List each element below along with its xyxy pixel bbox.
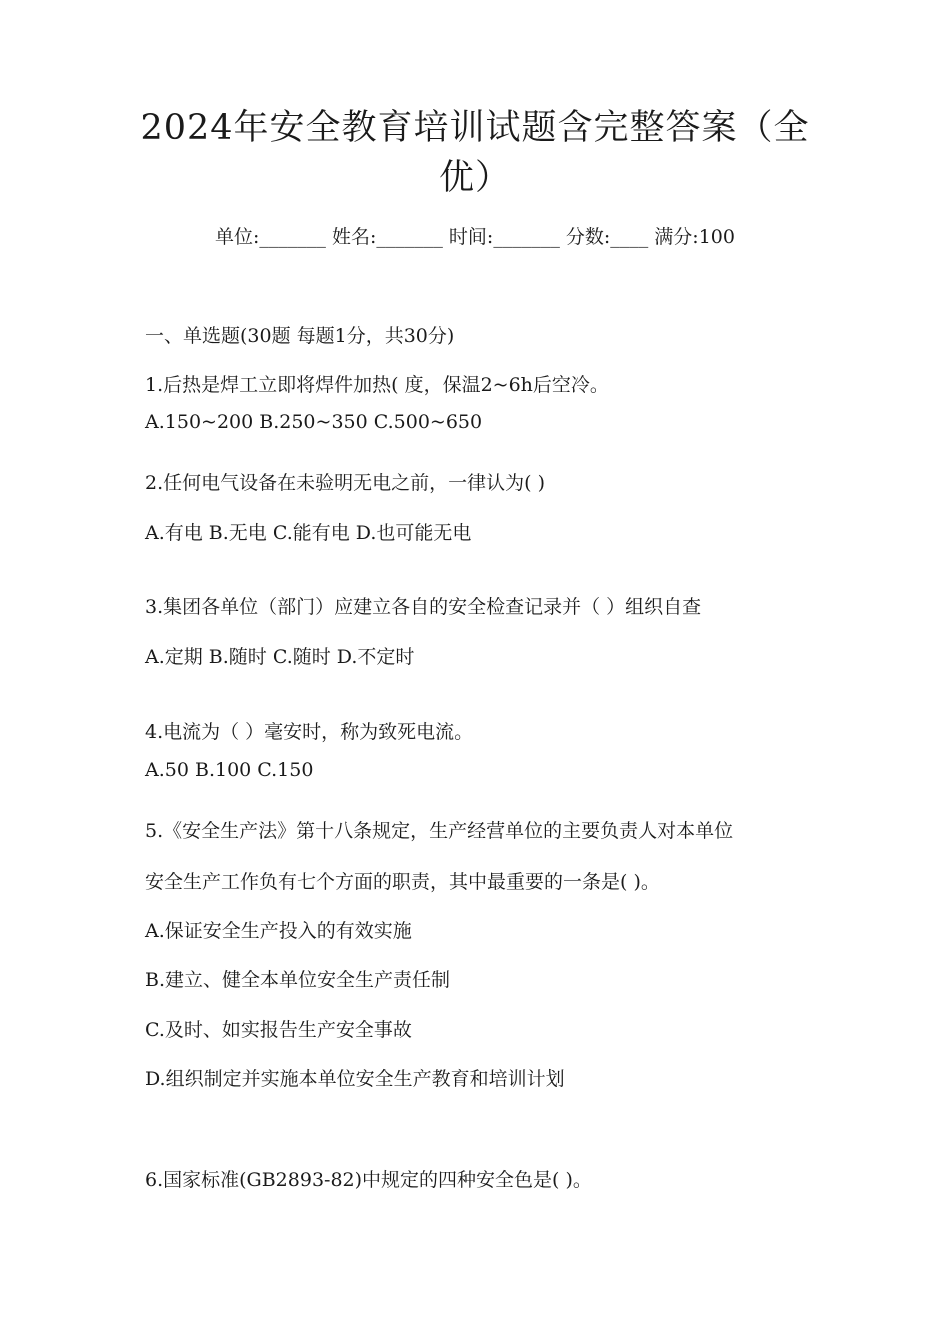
question-1-options: A.150~200 B.250~350 C.500~650 — [145, 411, 483, 433]
question-2-options: A.有电 B.无电 C.能有电 D.也可能无电 — [145, 522, 472, 544]
question-3-text: 3.集团各单位（部门）应建立各自的安全检查记录并（ ）组织自查 — [145, 596, 702, 618]
question-5-option-b: B.建立、健全本单位安全生产责任制 — [145, 969, 451, 991]
question-4-options: A.50 B.100 C.150 — [145, 759, 314, 781]
section-heading: 一、单选题(30题 每题1分，共30分) — [145, 325, 455, 347]
question-5-option-a: A.保证安全生产投入的有效实施 — [145, 920, 412, 942]
document-title-line-2: 优） — [438, 158, 511, 198]
question-1-text: 1.后热是焊工立即将焊件加热( 度，保温2~6h后空冷。 — [145, 374, 609, 396]
question-2-text: 2.任何电气设备在未验明无电之前，一律认为( ) — [145, 472, 545, 494]
question-3-options: A.定期 B.随时 C.随时 D.不定时 — [145, 646, 415, 668]
question-5-text-line-1: 5.《安全生产法》第十八条规定，生产经营单位的主要负责人对本单位 — [145, 820, 734, 842]
document-title-line-1: 2024年安全教育培训试题含完整答案（全 — [140, 108, 810, 148]
question-4-text: 4.电流为（ ）毫安时，称为致死电流。 — [145, 721, 474, 743]
exam-info-line: 单位:_______ 姓名:_______ 时间:_______ 分数:____ 满分:100 — [215, 226, 735, 248]
question-5-text-line-2: 安全生产工作负有七个方面的职责，其中最重要的一条是( )。 — [145, 871, 660, 893]
question-5-option-d: D.组织制定并实施本单位安全生产教育和培训计划 — [145, 1068, 565, 1090]
question-5-option-c: C.及时、如实报告生产安全事故 — [145, 1019, 412, 1041]
question-6-text: 6.国家标准(GB2893-82)中规定的四种安全色是( )。 — [145, 1169, 592, 1191]
